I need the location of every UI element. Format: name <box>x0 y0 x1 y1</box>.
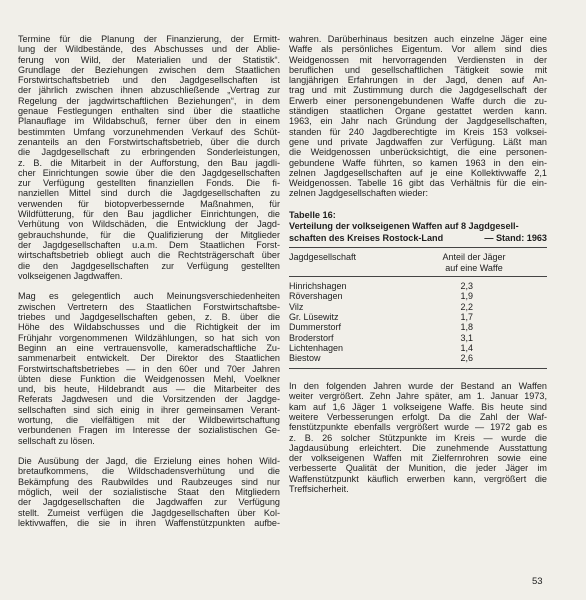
table-cell-name: Biestow <box>289 353 321 364</box>
text-line: übten diese Funktion die Weidgenossen Mehl, Voelkner <box>18 373 280 384</box>
paragraph <box>18 291 280 445</box>
table-row <box>289 302 547 312</box>
paragraph <box>289 381 547 494</box>
text-line: beruflichen und gesellschaftlichen Tätigkeit sowie mit <box>289 64 547 75</box>
text-line: fenstützpunkte ebenfalls vergrößert wurde — 1972 gab es <box>289 422 547 433</box>
text-line: zenanteils an den Forstwirtschaftsbetrieb, über die durch <box>18 136 280 147</box>
text-line: trag und mit Zustimmung durch die Jagdgesellschaft der <box>289 85 547 96</box>
text-line: gebundene Waffe führten, so kamen 1963 in den ein- <box>289 157 547 168</box>
text-line: Beginn an eine vertrauensvolle, kameradschaftliche Zu- <box>18 342 280 353</box>
text-line: wortung, die vielfältigen mit der Wildbewirtschaftung <box>18 414 280 425</box>
text-line: lektivwaffen, die sie in ihren Waffenstützpunkten aufbe- <box>18 517 280 528</box>
text-line: Die Ausübung der Jagd, die Erzielung eines hohen Wild- <box>18 456 280 467</box>
table-cell-name: Hinrichshagen <box>289 281 347 292</box>
text-line: der volkseigenen Waffen mit Zielfernrohren sowie eine <box>289 453 547 464</box>
table-header-value-line2: auf eine Waffe <box>445 262 503 273</box>
text-line: die Weidgenossen unberücksichtigt, die eine personen- <box>289 147 547 158</box>
text-line: genaue Festlegungen enthalten sind über die staatliche <box>18 106 280 117</box>
text-line: zelnen Jagdgesellschaften auf je eine Kollektivwaffe 2,1 <box>289 167 547 178</box>
paragraph-gap <box>289 371 547 381</box>
paragraph-gap <box>18 281 280 291</box>
table-cell-value: 1,4 <box>460 343 473 354</box>
table-cell-value: 2,6 <box>460 353 473 364</box>
table-title: Tabelle 16: <box>289 210 336 221</box>
text-line: Regelung der jagdwirtschaftlichen Beziehungen“, in dem <box>18 95 280 106</box>
text-line: verbesserte Qualität der Munition, die jeder Jäger im <box>289 463 547 474</box>
text-line: volkseigenen Jagdwaffen. <box>18 270 123 281</box>
table-header-name: Jagdgesellschaft <box>289 252 357 263</box>
table-row <box>289 343 547 353</box>
table-heading-line2 <box>289 233 547 245</box>
text-line: lung der Wildbestände, des Abschusses und der Ablie- <box>18 44 280 55</box>
table-header-value <box>414 252 534 273</box>
text-line: die den Jagdgesellschaften zur Verfügung gestellten <box>18 260 280 271</box>
table-rule-bottom <box>289 368 547 369</box>
text-line: möglich, weil der sozialistische Staat den Mitgliedern <box>18 487 280 498</box>
text-line: sellschaften sind sich einig in ihrer gemeinsamen Verant- <box>18 404 280 415</box>
paragraph-gap <box>289 199 547 209</box>
text-line: langjährigen Erfahrungen in der Jagd, denen auf An- <box>289 75 547 86</box>
table-cell-name: Broderstorf <box>289 332 334 343</box>
text-line: Bekämpfung des Raubwildes und Raubzeuges sind nur <box>18 476 280 487</box>
text-line: In den folgenden Jahren wurde der Bestand an Waffen <box>289 381 547 392</box>
text-line: Wildfütterung, für den Bau jagdlicher Einrichtungen, die <box>18 209 280 220</box>
table-header-row <box>289 252 547 273</box>
text-line: der jährlich zwischen ihnen abzuschließende „Vertrag zur <box>18 85 280 96</box>
right-column <box>289 34 547 494</box>
text-line: verbundenen Fragen im Interesse der sozialistischen Ge- <box>18 425 280 436</box>
text-line: Planauflage im Wildabschuß, ferner über den in einem <box>18 116 280 127</box>
text-line: Forstwirtschaftsbetriebes — in den 60er und 70er Jahren <box>18 363 280 374</box>
text-line: bretaufkommens, die Wildschadensverhütung und die <box>18 466 280 477</box>
text-line: Verhütung von Wildschäden, die Entwicklung der Jagd- <box>18 219 280 230</box>
text-line: cher Einrichtungen sowie über die den Jagdgesellschaften <box>18 167 280 178</box>
text-line: der Jagdgesellschaften die Jagdwaffen zur Verfügung <box>18 497 280 508</box>
paragraph <box>18 456 280 528</box>
table-cell-name: Lichtenhagen <box>289 343 344 354</box>
paragraph <box>18 34 280 281</box>
text-line: Jagdausübung erleichtert. Die zunehmende Ausstattung <box>289 442 547 453</box>
data-table <box>289 209 547 369</box>
table-cell-value: 2,2 <box>460 301 473 312</box>
paragraph-gap <box>18 446 280 456</box>
text-line: Referats Jagdwesen und die Vorsitzenden der Jagdge- <box>18 394 280 405</box>
text-line: Höhe des Wildabschusses und die Richtigkeit der im <box>18 322 280 333</box>
text-line: Grundlage der Beziehungen zwischen dem Staatlichen <box>18 64 280 75</box>
table-row <box>289 312 547 322</box>
text-line: stellt. Zumeist verfügen die Jagdgesellschaften über Kol- <box>18 507 280 518</box>
text-line: ferung von Wild, der Materialien und der Statistik“. <box>18 54 280 65</box>
text-line: bestimmten Umfang vorzunehmenden Verkauf des Schüt- <box>18 126 280 137</box>
table-row <box>289 322 547 332</box>
text-line: weitere Verbesserungen erfolgt. Da die Zahl der Waf- <box>289 411 547 422</box>
text-line: zwischen Vertretern des Staatlichen Forstwirtschaftsbe- <box>18 301 280 312</box>
table-heading-line1: Verteilung der volkseigenen Waffen auf 8 Jagdgesell- <box>289 221 519 232</box>
table-row <box>289 281 547 291</box>
text-line: Treffsicherheit. <box>289 484 349 495</box>
text-line: Waffe als persönliches Eigentum. Vor allem sind dies <box>289 44 547 55</box>
table-row <box>289 353 547 363</box>
table-cell-value: 1,7 <box>460 312 473 323</box>
table-cell-name: Gr. Lüsewitz <box>289 312 339 323</box>
table-cell-value: 1,8 <box>460 322 473 333</box>
text-line: weiter vergrößert. Zehn Jahre später, am 1. Januar 1973, <box>289 391 547 402</box>
table-row <box>289 333 547 343</box>
text-line: triebes und Jagdgesellschaften geben, z. B. über die <box>18 312 280 323</box>
text-line: Mag es gelegentlich auch Meinungsverschiedenheiten <box>18 291 280 302</box>
text-line: die Jagdgesellschaft zu erbringenden Sonderleistungen, <box>18 147 280 158</box>
text-line: wirtschaftsbetrieb obliegt auch die Rechtsträgerschaft über <box>18 250 280 261</box>
text-line: Weidgenossen mit hervorragenden Verdiensten in der <box>289 54 547 65</box>
text-line: gebrauchshunde, für die Qualifizierung der Mitglieder <box>18 229 280 240</box>
text-line: Forstwirtschaftsbetrieb und den Jagdgesellschaften ist <box>18 75 280 86</box>
text-line: kam auf 1,6 Jäger 1 volkseigene Waffe. Bis heute sind <box>289 401 547 412</box>
table-heading-right: — Stand: 1963 <box>484 232 547 243</box>
table-cell-name: Vilz <box>289 301 304 312</box>
text-line: nanziellen Mittel sind durch die Jagdgesellschaften zu <box>18 188 280 199</box>
text-line: standen für 240 Jagdberechtigte im Kreis 153 volksei- <box>289 126 547 137</box>
text-line: verwenden für biotopverbessernde Maßnahmen, für <box>18 198 280 209</box>
table-heading-left: schaften des Kreises Rostock-Land <box>289 232 444 243</box>
left-column <box>18 34 280 528</box>
text-line: 1963, ein Jahr nach Gründung der Jagdgesellschaften, <box>289 116 547 127</box>
table-rule-header <box>289 276 547 277</box>
table-cell-value: 3,1 <box>460 332 473 343</box>
text-line: Erwerb einer personengebundenen Waffe durch die zu- <box>289 95 547 106</box>
table-cell-name: Dummerstorf <box>289 322 342 333</box>
table-cell-name: Rövershagen <box>289 291 343 302</box>
table-rule-top <box>289 247 547 248</box>
text-line: Waffenstützpunkt käuflich erwerben kann, vergrößert die <box>289 473 547 484</box>
paragraph <box>289 34 547 199</box>
text-line: zur Verfügung gestellten finanziellen Fonds. Die fi- <box>18 178 280 189</box>
text-line: zelnen Jagdgesellschaften wieder: <box>289 188 429 199</box>
text-line: gene und private Jagdwaffen zur Verfügung. Läßt man <box>289 136 547 147</box>
text-line: Weidgenossen. Tabelle 16 gibt das Verhältnis für die ein- <box>289 178 547 189</box>
text-line: ständigen staatlichen Organe gestattet werden kann. <box>289 106 547 117</box>
table-header-value-line1: Anteil der Jäger <box>442 252 506 263</box>
text-line: und, bis heute, Hildebrandt aus — die Mitarbeiter des <box>18 384 280 395</box>
page-number: 53 <box>532 576 543 587</box>
text-line: der Jagdgesellschaften u.a.m. Dem Staatlichen Forst- <box>18 239 280 250</box>
text-line: sellschaft zu lösen. <box>18 435 95 446</box>
table-cell-value: 2,3 <box>460 281 473 292</box>
table-row <box>289 291 547 301</box>
text-line: z. B. die Mitarbeit in der Aufforstung, den Bau jagdli- <box>18 157 280 168</box>
table-cell-value: 1,9 <box>460 291 473 302</box>
text-line: z. B. 26 solcher Stützpunkte im Kreis — wurde die <box>289 432 547 443</box>
text-line: wahren. Darüberhinaus besitzen auch einzelne Jäger eine <box>289 34 547 44</box>
text-line: Termine für die Planung der Finanzierung, der Ermitt- <box>18 34 280 44</box>
text-line: sammenarbeit entwickelt. Der Direktor des Staatlichen <box>18 353 280 364</box>
text-line: Frühjahr vorgenommenen Wildzählungen, so hat sich von <box>18 332 280 343</box>
table-body <box>289 281 547 364</box>
